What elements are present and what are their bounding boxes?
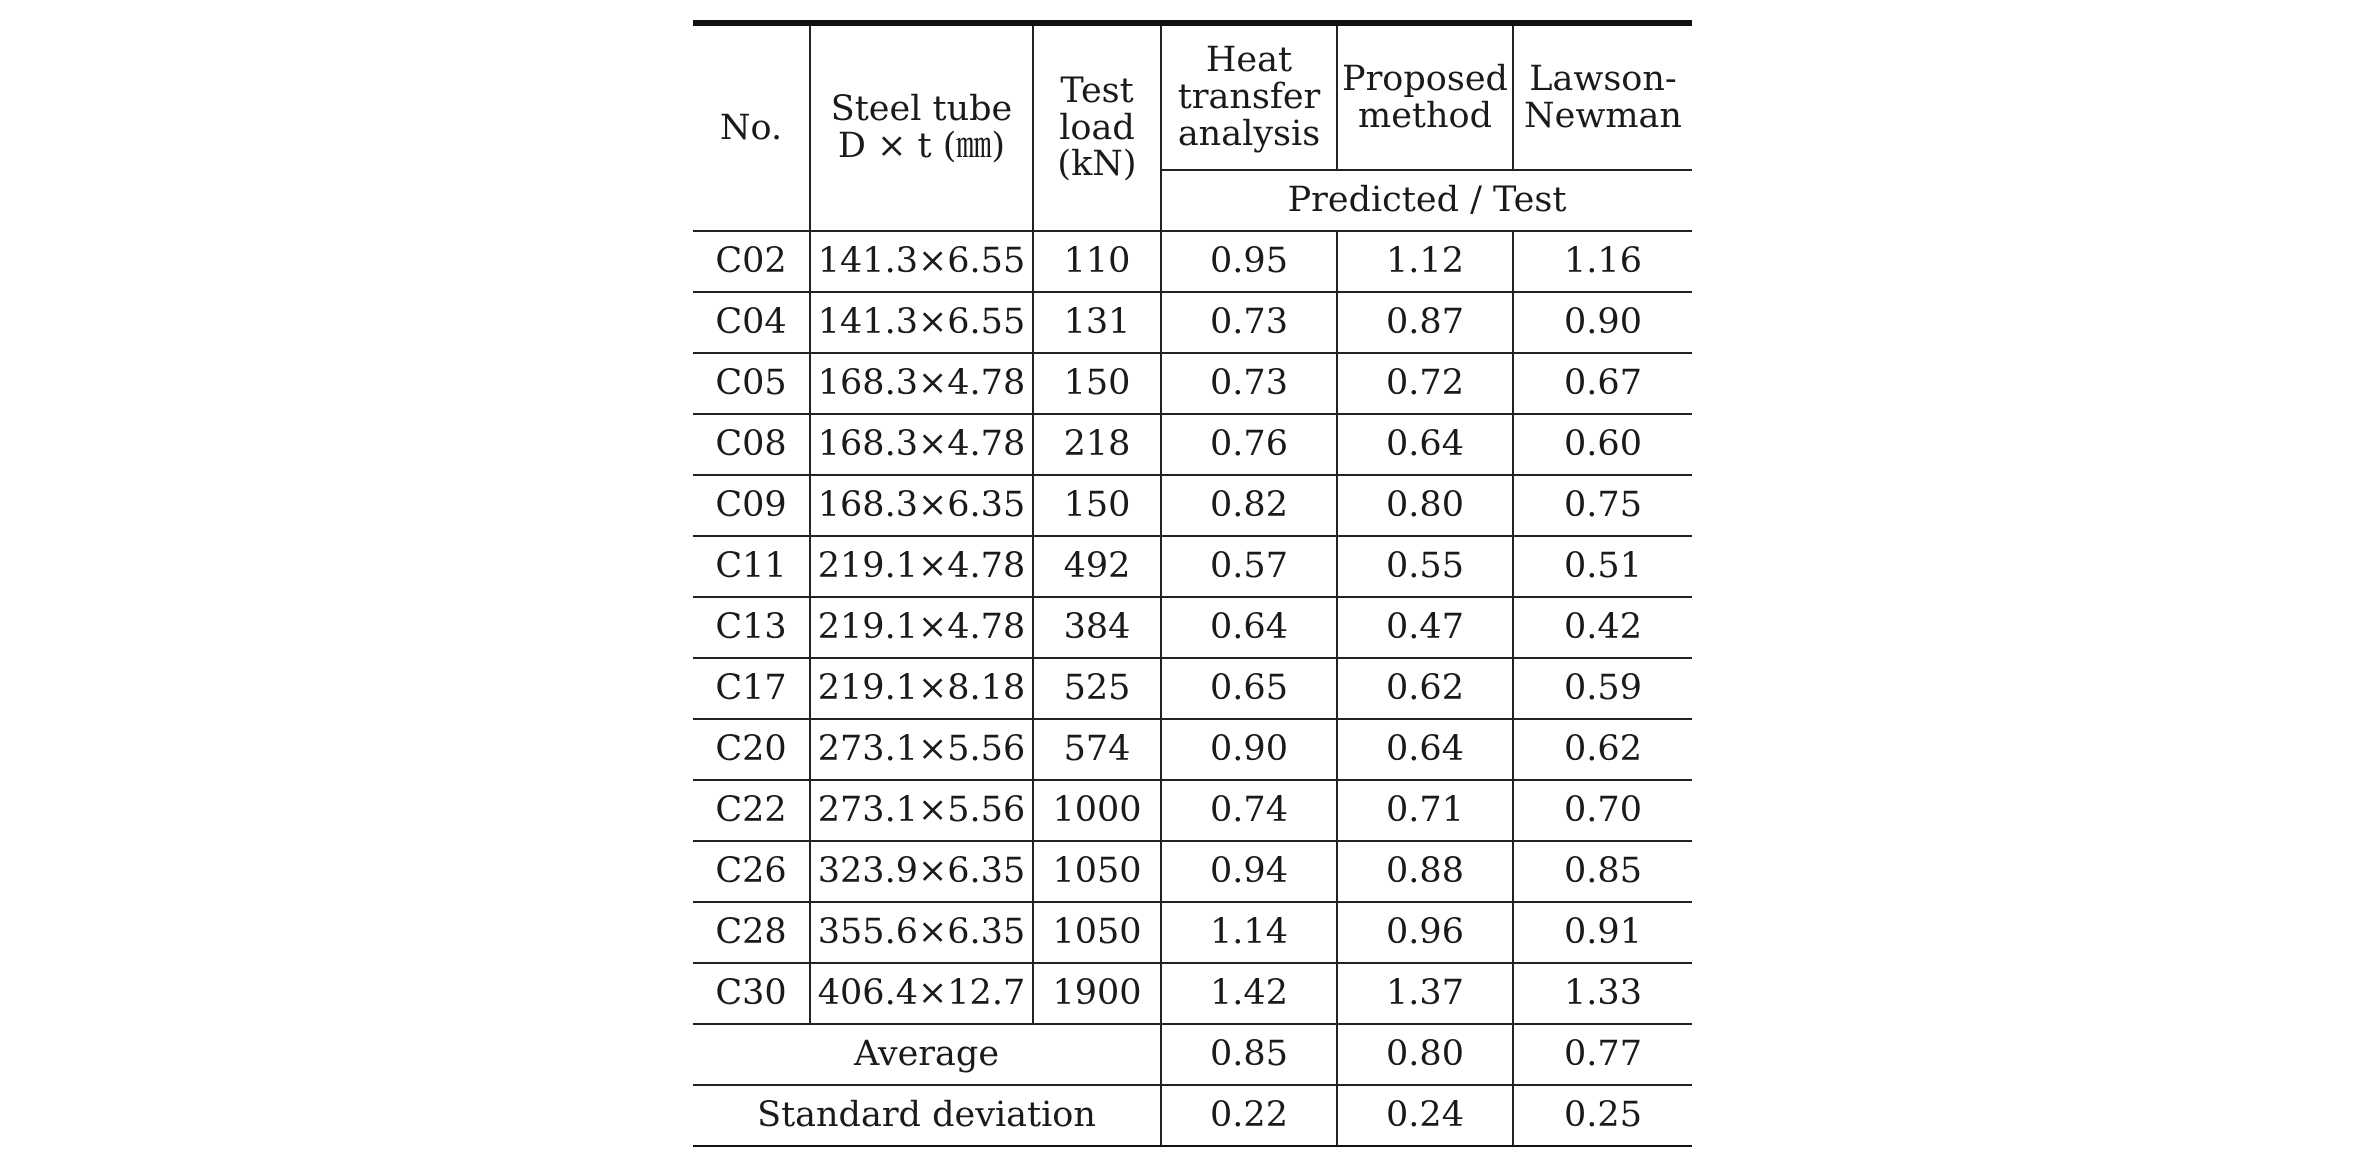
cell-proposed-method: 0.55 (1337, 536, 1513, 597)
cell-test-load: 574 (1033, 719, 1161, 780)
cell-heat-transfer: 0.95 (1161, 231, 1337, 292)
average-row (693, 1024, 1692, 1085)
cell-no: C05 (693, 353, 810, 414)
cell-test-load: 492 (1033, 536, 1161, 597)
cell-no: C09 (693, 475, 810, 536)
cell-heat-transfer: 0.82 (1161, 475, 1337, 536)
cell-heat-transfer: 0.57 (1161, 536, 1337, 597)
cell-lawson-newman: 0.62 (1513, 719, 1692, 780)
table-row (693, 353, 1692, 414)
cell-test-load: 1050 (1033, 841, 1161, 902)
cell-lawson-newman: 0.67 (1513, 353, 1692, 414)
cell-no: C08 (693, 414, 810, 475)
cell-test-load: 218 (1033, 414, 1161, 475)
header-test-load: Test load (kN) (1033, 23, 1161, 231)
table-row (693, 231, 1692, 292)
table-row (693, 841, 1692, 902)
std-dev-row (693, 1085, 1692, 1146)
cell-steel-tube: 273.1×5.56 (810, 719, 1033, 780)
cell-steel-tube: 168.3×6.35 (810, 475, 1033, 536)
cell-test-load: 150 (1033, 475, 1161, 536)
cell-test-load: 384 (1033, 597, 1161, 658)
cell-steel-tube: 168.3×4.78 (810, 353, 1033, 414)
cell-heat-transfer: 0.73 (1161, 353, 1337, 414)
table-row (693, 902, 1692, 963)
cell-lawson-newman: 0.91 (1513, 902, 1692, 963)
cell-test-load: 110 (1033, 231, 1161, 292)
cell-test-load: 1050 (1033, 902, 1161, 963)
cell-heat-transfer: 0.94 (1161, 841, 1337, 902)
table-row (693, 597, 1692, 658)
cell-steel-tube: 406.4×12.7 (810, 963, 1033, 1024)
cell-proposed-method: 0.64 (1337, 719, 1513, 780)
table-row (693, 536, 1692, 597)
cell-heat-transfer: 0.65 (1161, 658, 1337, 719)
cell-proposed-method: 1.37 (1337, 963, 1513, 1024)
cell-heat-transfer: 0.73 (1161, 292, 1337, 353)
cell-proposed-method: 0.80 (1337, 475, 1513, 536)
cell-lawson-newman: 0.60 (1513, 414, 1692, 475)
cell-lawson-newman: 0.90 (1513, 292, 1692, 353)
table-row (693, 414, 1692, 475)
cell-lawson-newman: 1.16 (1513, 231, 1692, 292)
cell-no: C20 (693, 719, 810, 780)
header-lawson-newman: Lawson- Newman (1513, 23, 1692, 170)
cell-heat-transfer: 0.74 (1161, 780, 1337, 841)
cell-lawson-newman: 1.33 (1513, 963, 1692, 1024)
std-dev-row-label: Standard deviation (693, 1085, 1161, 1146)
cell-no: C11 (693, 536, 810, 597)
cell-steel-tube: 168.3×4.78 (810, 414, 1033, 475)
cell-proposed-method: 0.64 (1337, 414, 1513, 475)
cell-steel-tube: 273.1×5.56 (810, 780, 1033, 841)
table-row (693, 963, 1692, 1024)
table-body (693, 231, 1692, 1146)
table-row (693, 475, 1692, 536)
cell-heat-transfer: 0.64 (1161, 597, 1337, 658)
cell-heat-transfer: 0.90 (1161, 719, 1337, 780)
cell-heat-transfer: 1.42 (1161, 963, 1337, 1024)
cell-lawson-newman: 0.85 (1513, 841, 1692, 902)
average-row-heat-transfer: 0.85 (1161, 1024, 1337, 1085)
cell-steel-tube: 219.1×4.78 (810, 597, 1033, 658)
table-row (693, 719, 1692, 780)
cell-test-load: 150 (1033, 353, 1161, 414)
cell-proposed-method: 0.96 (1337, 902, 1513, 963)
header-steel-tube: Steel tube D × t (㎜) (810, 23, 1033, 231)
cell-proposed-method: 0.62 (1337, 658, 1513, 719)
cell-no: C26 (693, 841, 810, 902)
cell-test-load: 1000 (1033, 780, 1161, 841)
cell-heat-transfer: 0.76 (1161, 414, 1337, 475)
table-row (693, 658, 1692, 719)
cell-no: C28 (693, 902, 810, 963)
comparison-table-container (693, 20, 1692, 1147)
cell-test-load: 131 (1033, 292, 1161, 353)
cell-test-load: 525 (1033, 658, 1161, 719)
cell-test-load: 1900 (1033, 963, 1161, 1024)
average-row-proposed-method: 0.80 (1337, 1024, 1513, 1085)
table-row (693, 292, 1692, 353)
cell-lawson-newman: 0.70 (1513, 780, 1692, 841)
cell-lawson-newman: 0.42 (1513, 597, 1692, 658)
cell-lawson-newman: 0.51 (1513, 536, 1692, 597)
std-dev-row-heat-transfer: 0.22 (1161, 1085, 1337, 1146)
cell-steel-tube: 323.9×6.35 (810, 841, 1033, 902)
std-dev-row-proposed-method: 0.24 (1337, 1085, 1513, 1146)
cell-steel-tube: 141.3×6.55 (810, 231, 1033, 292)
cell-steel-tube: 219.1×4.78 (810, 536, 1033, 597)
cell-steel-tube: 141.3×6.55 (810, 292, 1033, 353)
cell-no: C30 (693, 963, 810, 1024)
average-row-label: Average (693, 1024, 1161, 1085)
header-proposed-method: Proposed method (1337, 23, 1513, 170)
cell-no: C13 (693, 597, 810, 658)
header-predicted-test: Predicted / Test (1161, 170, 1692, 231)
cell-proposed-method: 0.47 (1337, 597, 1513, 658)
average-row-lawson-newman: 0.77 (1513, 1024, 1692, 1085)
std-dev-row-lawson-newman: 0.25 (1513, 1085, 1692, 1146)
cell-proposed-method: 0.72 (1337, 353, 1513, 414)
cell-no: C02 (693, 231, 810, 292)
cell-proposed-method: 0.87 (1337, 292, 1513, 353)
header-heat-transfer: Heat transfer analysis (1161, 23, 1337, 170)
cell-no: C04 (693, 292, 810, 353)
cell-lawson-newman: 0.75 (1513, 475, 1692, 536)
cell-proposed-method: 1.12 (1337, 231, 1513, 292)
table-header (693, 23, 1692, 231)
cell-heat-transfer: 1.14 (1161, 902, 1337, 963)
cell-proposed-method: 0.71 (1337, 780, 1513, 841)
header-no: No. (693, 23, 810, 231)
comparison-table (693, 20, 1692, 1147)
cell-no: C17 (693, 658, 810, 719)
cell-lawson-newman: 0.59 (1513, 658, 1692, 719)
cell-steel-tube: 219.1×8.18 (810, 658, 1033, 719)
cell-no: C22 (693, 780, 810, 841)
cell-proposed-method: 0.88 (1337, 841, 1513, 902)
cell-steel-tube: 355.6×6.35 (810, 902, 1033, 963)
table-row (693, 780, 1692, 841)
